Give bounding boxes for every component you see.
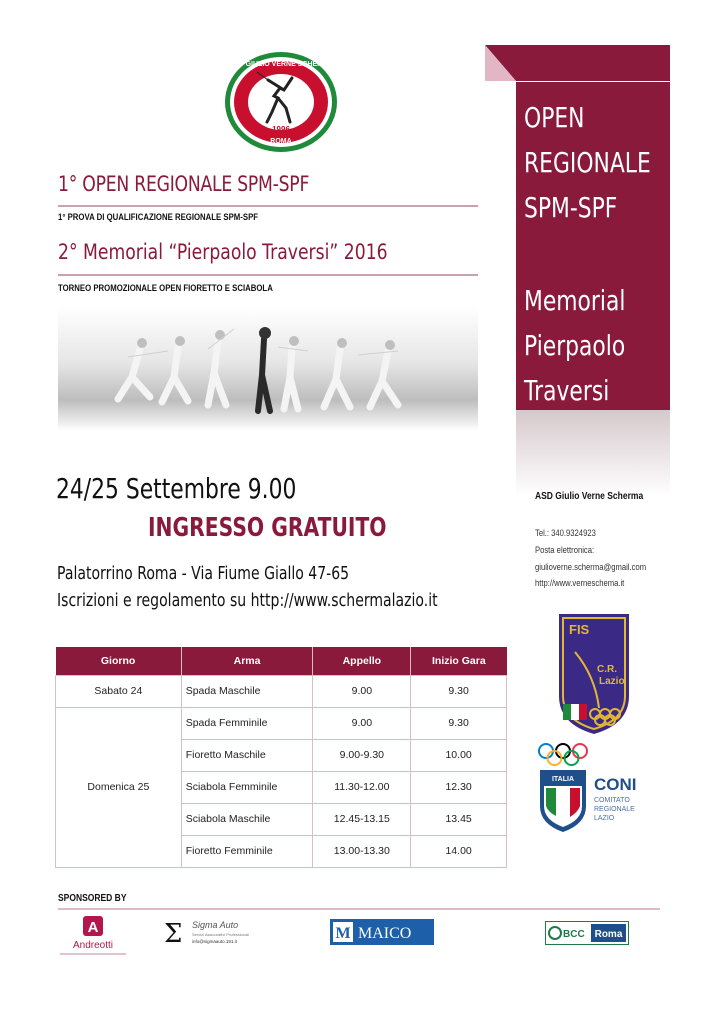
memorial-title: 2° Memorial “Pierpaolo Traversi” 2016	[58, 240, 388, 264]
maico-logo	[330, 919, 434, 945]
sigma-auto-logo	[164, 918, 264, 948]
coni-line: LAZIO	[594, 815, 615, 822]
appello-cell: 9.00	[313, 675, 411, 707]
banner-line: OPEN	[524, 101, 585, 134]
col-inizio: Inizio Gara	[411, 647, 507, 675]
bcc-mark: BCC	[563, 929, 585, 940]
banner-line: Pierpaolo	[524, 329, 626, 362]
sidebar-banner-fade	[516, 410, 670, 496]
table-row	[56, 675, 507, 707]
event-date: 24/25 Settembre 9.00	[56, 472, 297, 505]
banner-memorial-block	[524, 278, 625, 413]
svg-text:A: A	[87, 919, 99, 936]
schedule-table	[55, 647, 507, 868]
arma-cell: Fioretto Maschile	[181, 739, 313, 771]
arma-cell: Spada Femminile	[181, 707, 313, 739]
coni-text: CONI	[594, 775, 637, 794]
appello-cell: 11.30-12.00	[313, 771, 411, 803]
registration-info: Iscrizioni e regolamento su http://www.schermalazio.it	[57, 590, 438, 611]
tournament-subtitle: TORNEO PROMOZIONALE OPEN FIORETTO E SCIABOLA	[58, 283, 273, 294]
inizio-cell: 12.30	[411, 771, 507, 803]
banner-line: Memorial	[524, 284, 626, 317]
fis-lazio: Lazio	[599, 676, 625, 687]
svg-text:Σ: Σ	[164, 919, 183, 948]
schedule-header-row	[56, 647, 507, 675]
table-row	[56, 707, 507, 739]
coni-line: COMITATO	[594, 797, 630, 804]
banner-line: REGIONALE	[524, 146, 651, 179]
contact-phone: Tel.: 340.9324923	[535, 528, 596, 538]
fis-text: FIS	[569, 622, 590, 637]
club-logo	[222, 50, 340, 154]
free-entry: INGRESSO GRATUITO	[148, 513, 387, 543]
col-appello: Appello	[313, 647, 411, 675]
contact-website: http://www.verneschema.it	[535, 578, 625, 588]
col-arma: Arma	[181, 647, 313, 675]
inizio-cell: 10.00	[411, 739, 507, 771]
event-title: 1° OPEN REGIONALE SPM-SPF	[58, 172, 310, 196]
fis-cr: C.R.	[597, 664, 617, 675]
coni-logo	[540, 770, 660, 832]
inizio-cell: 13.45	[411, 803, 507, 835]
svg-text:M: M	[335, 925, 351, 942]
club-logo-city: ROMA	[270, 138, 292, 145]
bcc-roma-logo	[545, 921, 629, 945]
inizio-cell: 9.30	[411, 707, 507, 739]
appello-cell: 9.00-9.30	[313, 739, 411, 771]
contact-email-label: Posta elettronica:	[535, 545, 595, 555]
coni-italia: ITALIA	[551, 776, 575, 783]
day-cell: Domenica 25	[56, 707, 182, 867]
maico-name: MAICO	[358, 925, 412, 942]
arma-cell: Sciabola Femminile	[181, 771, 313, 803]
sigma-line: Servizi Assicurativi Professionali	[192, 932, 250, 937]
appello-cell: 12.45-13.15	[313, 803, 411, 835]
inizio-cell: 9.30	[411, 675, 507, 707]
andreotti-name: Andreotti	[72, 940, 114, 951]
club-logo-year: 1996	[272, 125, 290, 134]
club-logo-ring-text: ASD GIULIO VERNE SCHERMA	[228, 61, 334, 68]
banner-open-block	[524, 95, 651, 230]
fis-lazio-logo	[555, 612, 633, 736]
arma-cell: Spada Maschile	[181, 675, 313, 707]
inizio-cell: 14.00	[411, 835, 507, 867]
venue: Palatorrino Roma - Via Fiume Giallo 47-65	[57, 563, 350, 584]
sigma-name: Sigma Auto	[192, 920, 239, 930]
arma-cell: Sciabola Maschile	[181, 803, 313, 835]
sponsors-rule	[58, 908, 660, 910]
appello-cell: 13.00-13.30	[313, 835, 411, 867]
contact-email: giulioverne.scherma@gmail.com	[535, 562, 647, 572]
event-subtitle: 1° PROVA DI QUALIFICAZIONE REGIONALE SPM-SPF	[58, 212, 259, 223]
fencers-image	[58, 307, 478, 431]
olympic-rings-icon	[537, 742, 589, 768]
title-rule	[58, 205, 478, 207]
banner-line: SPM-SPF	[524, 191, 618, 224]
sponsors-label: SPONSORED BY	[58, 893, 127, 904]
bcc-city: Roma	[594, 929, 623, 940]
arma-cell: Fioretto Femminile	[181, 835, 313, 867]
club-name: ASD Giulio Verne Scherma	[535, 491, 644, 502]
andreotti-logo	[52, 914, 142, 960]
banner-corner	[485, 45, 670, 81]
day-cell: Sabato 24	[56, 675, 182, 707]
memorial-rule	[58, 274, 478, 276]
appello-cell: 9.00	[313, 707, 411, 739]
col-giorno: Giorno	[56, 647, 182, 675]
banner-line: Traversi	[524, 374, 610, 407]
coni-line: REGIONALE	[594, 806, 635, 813]
sigma-email: info@sigmaauto.191.it	[192, 939, 237, 944]
